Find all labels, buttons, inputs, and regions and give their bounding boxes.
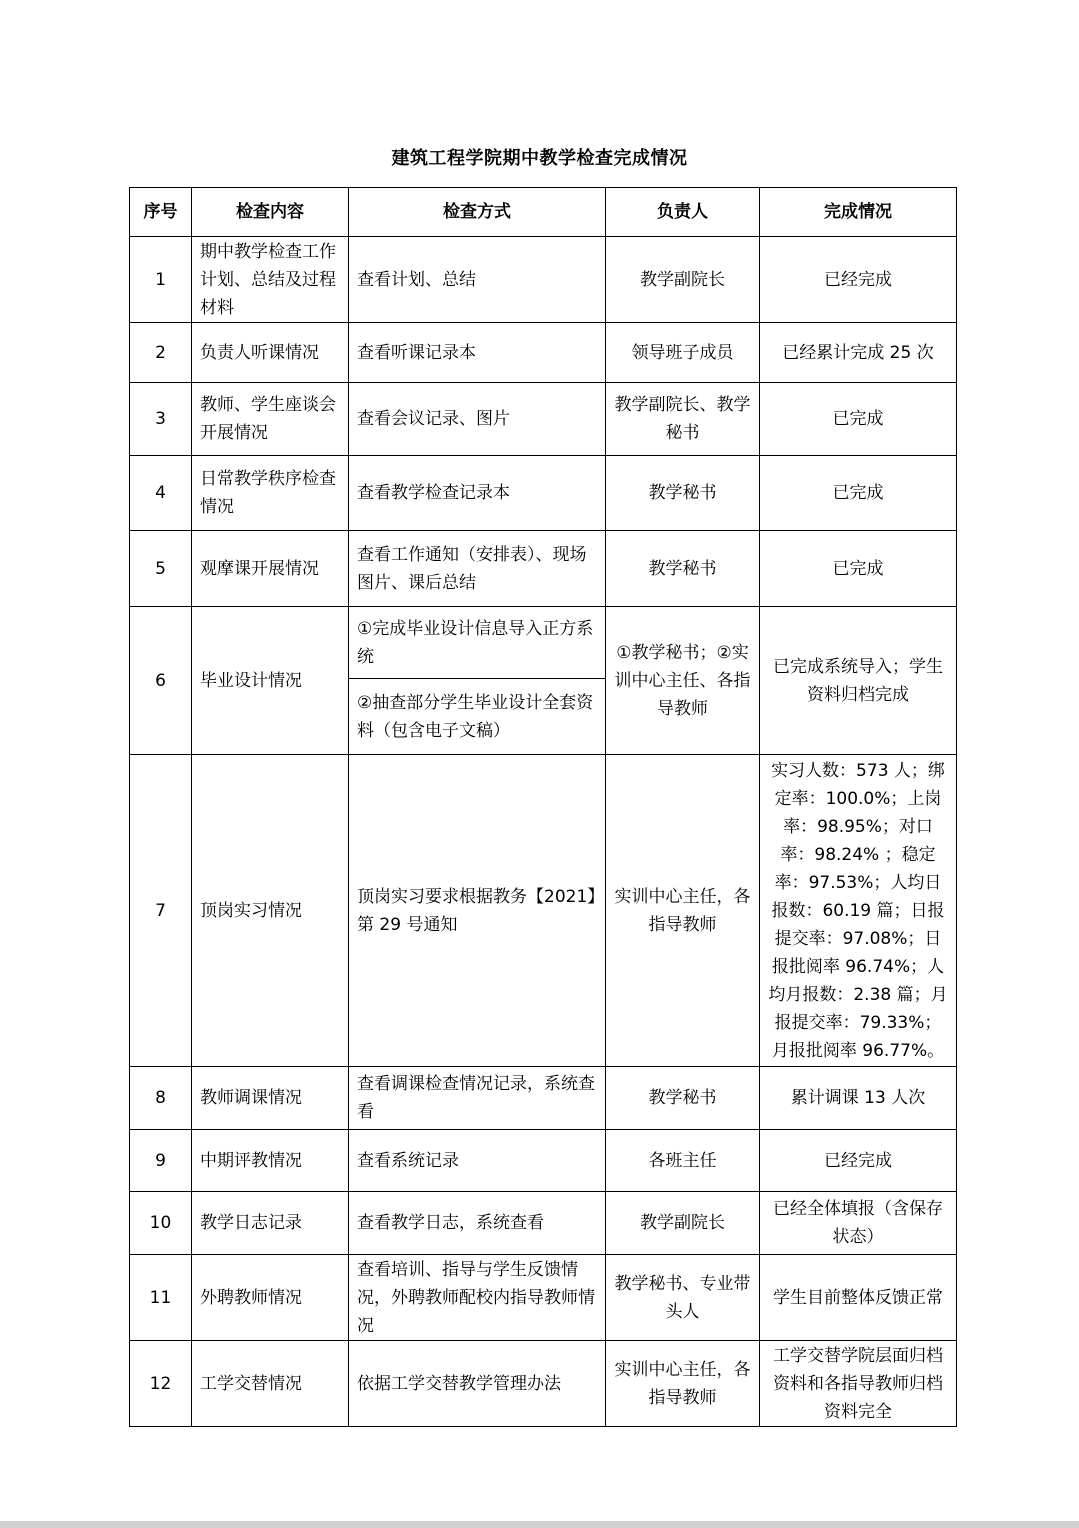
row-status: 已经全体填报（含保存状态）	[760, 1192, 957, 1255]
row-no: 10	[130, 1192, 192, 1255]
row-method-secondary: ②抽查部分学生毕业设计全套资料（包含电子文稿）	[349, 679, 606, 755]
row-status: 已经完成	[760, 237, 957, 323]
row-no: 7	[130, 755, 192, 1067]
header-status: 完成情况	[760, 188, 957, 237]
row-method: 查看教学检查记录本	[349, 456, 606, 531]
table-row	[130, 531, 957, 607]
row-owner: 教学副院长、教学秘书	[606, 383, 760, 456]
row-status: 工学交替学院层面归档资料和各指导教师归档资料完全	[760, 1341, 957, 1427]
row-no: 6	[130, 607, 192, 755]
row-no: 5	[130, 531, 192, 607]
row-status: 累计调课 13 人次	[760, 1067, 957, 1130]
table-row	[130, 1192, 957, 1255]
row-no: 2	[130, 323, 192, 383]
row-owner: 各班主任	[606, 1130, 760, 1192]
row-method: 查看调课检查情况记录，系统查看	[349, 1067, 606, 1130]
row-content: 顶岗实习情况	[192, 755, 349, 1067]
table-row	[130, 1255, 957, 1341]
row-status: 已完成	[760, 383, 957, 456]
header-owner: 负责人	[606, 188, 760, 237]
row-owner: 实训中心主任，各指导教师	[606, 755, 760, 1067]
row-content: 教师调课情况	[192, 1067, 349, 1130]
row-owner: 教学副院长	[606, 237, 760, 323]
table-row	[130, 383, 957, 456]
page-title: 建筑工程学院期中教学检查完成情况	[391, 148, 688, 169]
row-method: 查看计划、总结	[349, 237, 606, 323]
table-row	[130, 755, 957, 1067]
table-row	[130, 607, 957, 679]
row-content: 观摩课开展情况	[192, 531, 349, 607]
row-status: 学生目前整体反馈正常	[760, 1255, 957, 1341]
row-content: 中期评教情况	[192, 1130, 349, 1192]
row-owner: ①教学秘书；②实训中心主任、各指导教师	[606, 607, 760, 755]
row-status: 已经完成	[760, 1130, 957, 1192]
row-no: 11	[130, 1255, 192, 1341]
table-header-row	[130, 188, 957, 237]
table-row	[130, 1130, 957, 1192]
row-owner: 教学秘书、专业带头人	[606, 1255, 760, 1341]
row-method: 查看工作通知（安排表）、现场图片、课后总结	[349, 531, 606, 607]
header-content: 检查内容	[192, 188, 349, 237]
row-content: 外聘教师情况	[192, 1255, 349, 1341]
row-method: 查看听课记录本	[349, 323, 606, 383]
row-method: 依据工学交替教学管理办法	[349, 1341, 606, 1427]
table-row	[130, 237, 957, 323]
row-status: 已完成	[760, 456, 957, 531]
row-method: 顶岗实习要求根据教务【2021】第 29 号通知	[349, 755, 606, 1067]
row-content: 教师、学生座谈会开展情况	[192, 383, 349, 456]
row-no: 8	[130, 1067, 192, 1130]
row-no: 1	[130, 237, 192, 323]
row-owner: 教学副院长	[606, 1192, 760, 1255]
row-no: 4	[130, 456, 192, 531]
table-row	[130, 323, 957, 383]
table-row	[130, 456, 957, 531]
row-content: 教学日志记录	[192, 1192, 349, 1255]
row-method: 查看会议记录、图片	[349, 383, 606, 456]
row-status: 已完成系统导入；学生资料归档完成	[760, 607, 957, 755]
row-status: 已经累计完成 25 次	[760, 323, 957, 383]
row-no: 3	[130, 383, 192, 456]
row-status: 实习人数：573 人；绑定率：100.0%；上岗率：98.95%；对口率：98.24% ；稳定率：97.53%；人均日报数：60.19 篇；日报提交率：97.08%；日报批阅率 96.74%；人均月报数：2.38 篇；月报提交率：79.33%；月报批阅率 96.77%。	[760, 755, 957, 1067]
row-status: 已完成	[760, 531, 957, 607]
row-method: ①完成毕业设计信息导入正方系统	[349, 607, 606, 679]
row-owner: 领导班子成员	[606, 323, 760, 383]
table-row	[130, 1341, 957, 1427]
row-content: 负责人听课情况	[192, 323, 349, 383]
page-bottom-divider	[0, 1521, 1079, 1528]
row-method: 查看教学日志，系统查看	[349, 1192, 606, 1255]
row-owner: 教学秘书	[606, 456, 760, 531]
row-owner: 实训中心主任，各指导教师	[606, 1341, 760, 1427]
row-owner: 教学秘书	[606, 531, 760, 607]
row-no: 12	[130, 1341, 192, 1427]
inspection-table	[129, 187, 957, 1427]
table-row	[130, 1067, 957, 1130]
row-content: 工学交替情况	[192, 1341, 349, 1427]
row-owner: 教学秘书	[606, 1067, 760, 1130]
header-no: 序号	[130, 188, 192, 237]
row-method: 查看系统记录	[349, 1130, 606, 1192]
row-content: 日常教学秩序检查情况	[192, 456, 349, 531]
row-method: 查看培训、指导与学生反馈情况，外聘教师配校内指导教师情况	[349, 1255, 606, 1341]
row-content: 期中教学检查工作计划、总结及过程材料	[192, 237, 349, 323]
header-method: 检查方式	[349, 188, 606, 237]
row-no: 9	[130, 1130, 192, 1192]
row-content: 毕业设计情况	[192, 607, 349, 755]
